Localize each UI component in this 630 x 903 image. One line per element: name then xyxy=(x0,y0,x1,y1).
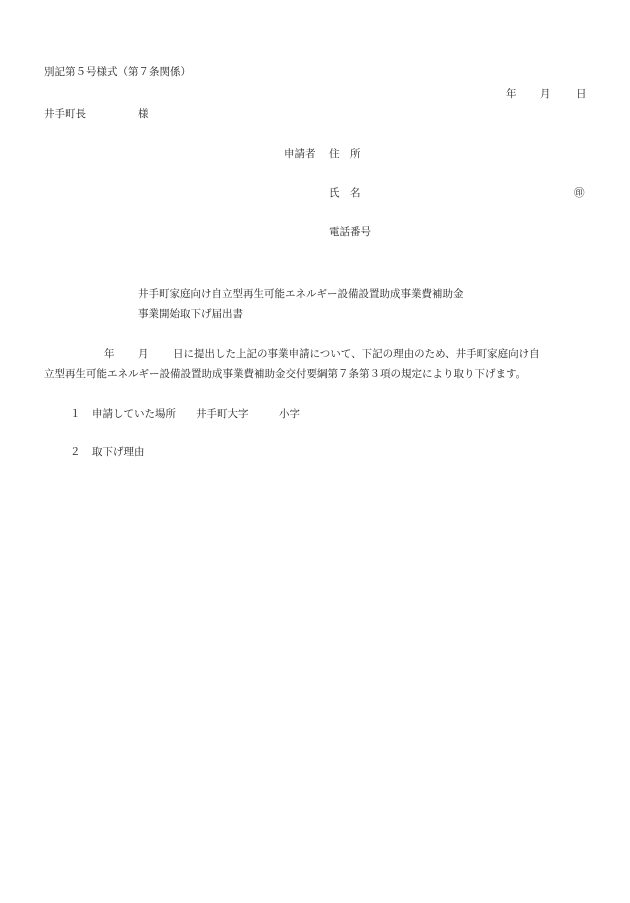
item-number: １ xyxy=(70,408,81,420)
body-line2-text: 立型再生可能エネルギー設備設置助成事業費補助金交付要綱第７条第３項の規定により取り下げます。 xyxy=(44,368,527,380)
item-value-prefix: 井手町大字 xyxy=(196,408,249,420)
applicant-name-label: 氏 名 xyxy=(329,187,361,199)
applicant-phone-label: 電話番号 xyxy=(329,226,371,238)
addressee-honorific: 様 xyxy=(138,108,149,120)
date-day-label: 日 xyxy=(576,88,587,100)
seal-mark: ㊞ xyxy=(574,187,585,199)
applicant-role-label: 申請者 xyxy=(284,148,316,160)
item-label: 取下げ理由 xyxy=(92,446,145,458)
item-number: ２ xyxy=(70,446,81,458)
body-line1-text: 日に提出した上記の事業申請について、下記の理由のため、井手町家庭向け自 xyxy=(173,348,540,360)
document-title-line1: 井手町家庭向け自立型再生可能エネルギー設備設置助成事業費補助金 xyxy=(138,288,464,300)
item-value-suffix: 小字 xyxy=(279,408,300,420)
form-reference: 別記第５号様式（第７条関係） xyxy=(44,66,191,78)
item-label: 申請していた場所 xyxy=(92,408,176,420)
applicant-address-label: 住 所 xyxy=(329,148,361,160)
body-year-label: 年 xyxy=(104,348,115,360)
date-year-label: 年 xyxy=(506,88,517,100)
document-title-line2: 事業開始取下げ届出書 xyxy=(138,308,243,320)
body-month-label: 月 xyxy=(138,348,149,360)
addressee-title: 井手町長 xyxy=(44,108,86,120)
date-month-label: 月 xyxy=(540,88,551,100)
